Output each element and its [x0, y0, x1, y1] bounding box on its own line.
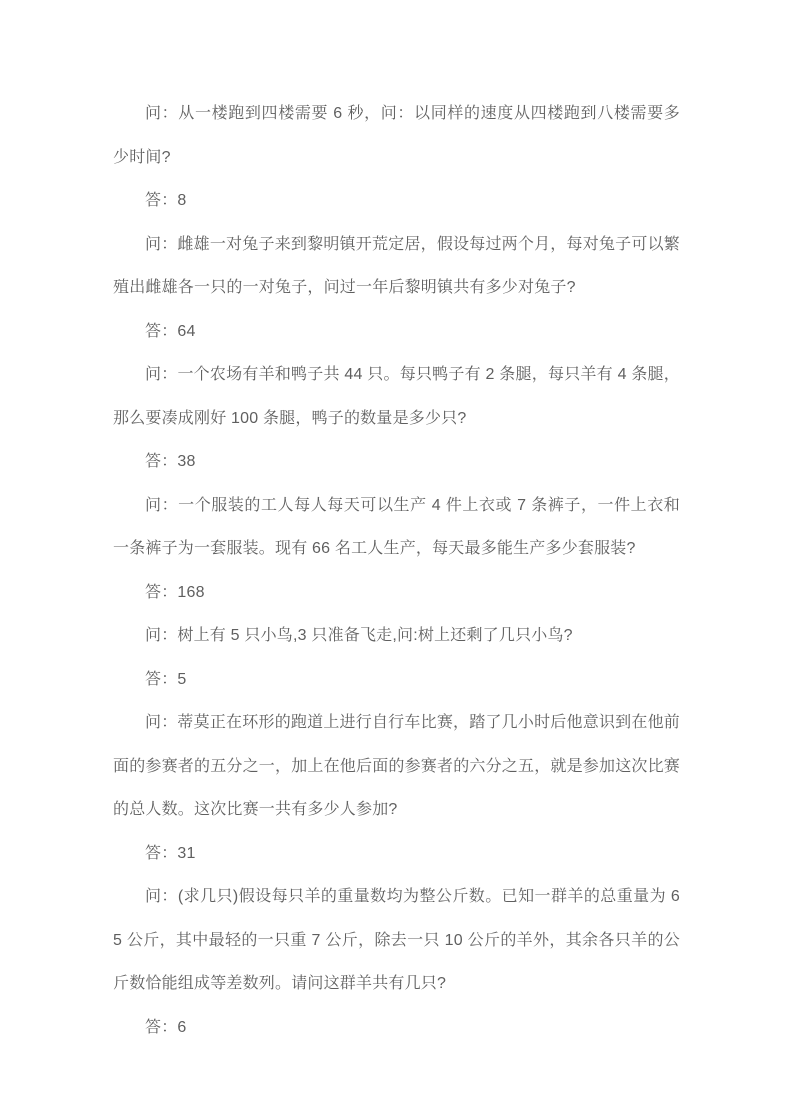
question-paragraph: 问：雌雄一对兔子来到黎明镇开荒定居，假设每过两个月，每对兔子可以繁殖出雌雄各一只的一对兔子，问过一年后黎明镇共有多少对兔子?: [113, 235, 680, 296]
answer-paragraph: 答：64: [145, 322, 196, 340]
question-paragraph: 问：树上有 5 只小鸟,3 只准备飞走,问:树上还剩了几只小鸟?: [145, 627, 573, 644]
question-paragraph: 问：一个农场有羊和鸭子共 44 只。每只鸭子有 2 条腿，每只羊有 4 条腿，那么要凑成刚好 100 条腿，鸭子的数量是多少只?: [113, 366, 680, 427]
question-paragraph: 问：一个服装的工人每人每天可以生产 4 件上衣或 7 条裤子，一件上衣和一条裤子为一套服装。现有 66 名工人生产，每天最多能生产多少套服装?: [113, 496, 680, 557]
qa-list: [113, 92, 680, 1049]
answer-paragraph: 答：168: [145, 583, 205, 601]
question-paragraph: 问：从一楼跑到四楼需要 6 秒，问：以同样的速度从四楼跑到八楼需要多少时间?: [113, 105, 680, 166]
answer-paragraph: 答：31: [145, 844, 196, 862]
question-paragraph: 问：(求几只)假设每只羊的重量数均为整公斤数。已知一群羊的总重量为 65 公斤，其中最轻的一只重 7 公斤，除去一只 10 公斤的羊外，其余各只羊的公斤数恰能组成等差数列。请问这群羊共有几只?: [113, 888, 680, 992]
answer-paragraph: 答：8: [145, 192, 187, 209]
answer-paragraph: 答：6: [145, 1018, 187, 1036]
answer-paragraph: 答：38: [145, 453, 196, 470]
question-paragraph: 问：蒂莫正在环形的跑道上进行自行车比赛，踏了几小时后他意识到在他前面的参赛者的五分之一，加上在他后面的参赛者的六分之五，就是参加这次比赛的总人数。这次比赛一共有多少人参加?: [113, 714, 681, 818]
answer-paragraph: 答：5: [145, 670, 187, 688]
